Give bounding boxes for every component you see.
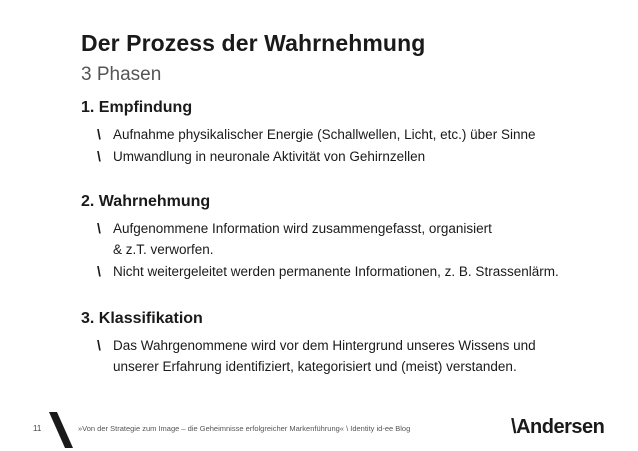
bullet-text: Aufgenommene Information wird zusammengefasst, organisiert — [113, 221, 492, 236]
bullet-text: Das Wahrgenommene wird vor dem Hintergrund unseres Wissens und — [113, 338, 536, 353]
bullet-item — [81, 124, 535, 145]
bullet-list — [81, 218, 559, 282]
section-klassifikation — [81, 310, 536, 378]
slide-footer — [0, 408, 638, 448]
section-heading: 1. Empfindung — [81, 99, 193, 116]
backslash-logo-icon — [46, 410, 76, 450]
bullet-item — [81, 261, 559, 282]
page-number: 11 — [33, 424, 42, 433]
bullet-item — [81, 146, 535, 167]
logo-text: Andersen — [516, 416, 605, 438]
backslash-bullet-icon: \ — [97, 148, 101, 164]
bullet-item — [81, 335, 536, 377]
bullet-item — [81, 218, 559, 260]
logo-slash: \ — [511, 416, 517, 438]
bullet-text: Aufnahme physikalischer Energie (Schallwellen, Licht, etc.) über Sinne — [113, 127, 536, 142]
section-heading: 3. Klassifikation — [81, 310, 203, 327]
footer-source-text: »Von der Strategie zum Image – die Geheimnisse erfolgreicher Markenführung« \ Identity id-ee Blog — [78, 424, 411, 433]
section-wahrnehmung — [81, 193, 559, 283]
bullet-text: Nicht weitergeleitet werden permanente Informationen, z. B. Strassenlärm. — [113, 264, 559, 279]
bullet-list — [81, 124, 535, 167]
bullet-text-continued: & z.T. verworfen. — [113, 242, 214, 257]
backslash-bullet-icon: \ — [97, 263, 101, 279]
slide-title: Der Prozess der Wahrnehmung — [81, 30, 426, 56]
slide-subtitle: 3 Phasen — [81, 64, 162, 85]
backslash-bullet-icon: \ — [97, 126, 101, 142]
bullet-list — [81, 335, 536, 377]
bullet-text: Umwandlung in neuronale Aktivität von Gehirnzellen — [113, 149, 426, 164]
bullet-text-continued: unserer Erfahrung identifiziert, kategorisiert und (meist) verstanden. — [113, 359, 517, 374]
section-empfindung — [81, 99, 535, 168]
backslash-bullet-icon: \ — [97, 220, 101, 236]
andersen-logo — [511, 416, 604, 439]
section-heading: 2. Wahrnehmung — [81, 193, 211, 210]
backslash-bullet-icon: \ — [97, 337, 101, 353]
